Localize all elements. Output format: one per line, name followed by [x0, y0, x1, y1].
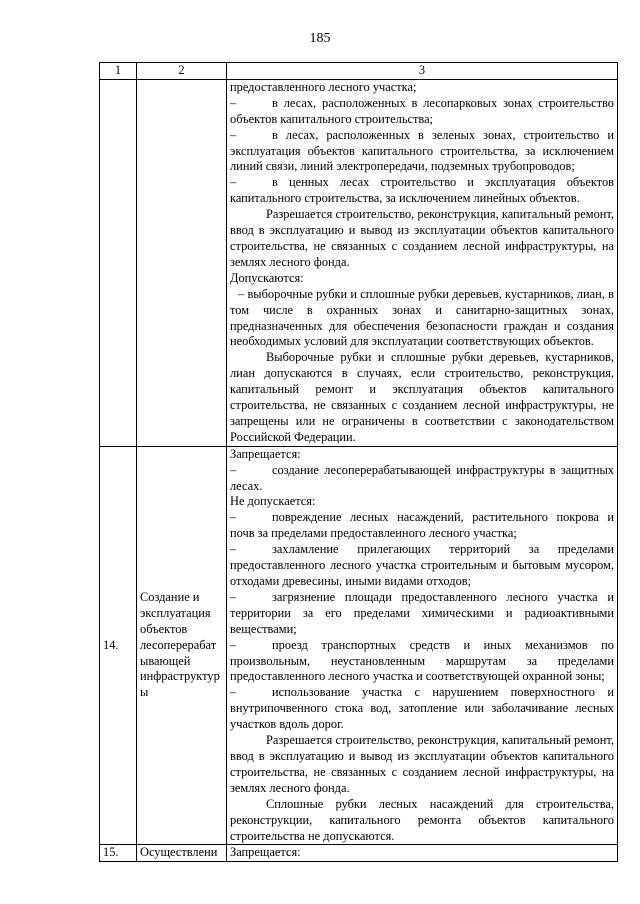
dash-marker: –: [230, 637, 237, 652]
row-text-cell: [227, 79, 618, 446]
list-item: [230, 463, 614, 495]
paragraph: Разрешается строительство, реконструкция, капитальный ремонт, ввод в эксплуатацию и вывод из эксплуатации объектов капитального строительства, не связанных с созданием лесной инфраструктуры, на землях лесного фонда.: [230, 207, 614, 269]
dash-marker: –: [230, 685, 237, 700]
dash-marker: –: [230, 462, 237, 477]
list-item-text: использование участка с нарушением поверхностного и внутрипочвенного стока вод, затопление или заболачивание лесных участков вдоль дорог.: [230, 685, 614, 732]
dash-marker: –: [230, 589, 237, 604]
page-number: 185: [309, 31, 331, 46]
regulation-table: [99, 62, 618, 862]
list-item-text: захламление прилегающих территорий за пределами предоставленного лесного участка строительным и бытовым мусором, отходами древесины, иными видами отходов;: [230, 542, 614, 588]
dash-marker: –: [230, 95, 237, 110]
row-number-cell: 15.: [100, 845, 137, 862]
row-number-cell: [100, 79, 137, 446]
row-name-cell: Создание и эксплуатация объектов лесоперерабат ывающей инфраструктур ы: [137, 446, 227, 845]
list-item: [230, 175, 614, 207]
list-item-text: загрязнение площади предоставленного лесного участка и территории за его пределами химическими и радиоактивными веществами;: [230, 589, 614, 636]
row-number-cell: 14.: [100, 446, 137, 845]
paragraph: Разрешается строительство, реконструкция, капитальный ремонт, ввод в эксплуатацию и вывод из эксплуатации объектов капитального строительства, не связанных с созданием лесной инфраструктуры, на землях лесного фонда.: [230, 733, 614, 795]
section-label: предоставленного лесного участка;: [230, 79, 417, 94]
list-item-text: создание лесоперерабатывающей инфраструктуры в защитных лесах.: [230, 462, 614, 493]
list-item: [230, 510, 614, 542]
list-item: [230, 685, 614, 733]
dash-marker: –: [230, 127, 237, 142]
row-text-cell: Запрещается:: [227, 845, 618, 862]
section-label: Допускаются:: [230, 270, 304, 285]
list-item-text: в лесах, расположенных в зеленых зонах, строительство и эксплуатация объектов капитального строительства, за исключением линий связи, линий электропередачи, подземных трубопроводов;: [230, 127, 614, 174]
list-item: [230, 128, 614, 176]
list-item: [230, 590, 614, 638]
section-label: Не допускается:: [230, 494, 316, 509]
paragraph: Выборочные рубки и сплошные рубки деревьев, кустарников, лиан допускаются в случаях, если строительство, реконструкция, капитальный ремонт и эксплуатация объектов капитального строительства, не связанных с созданием лесной инфраструктуры, не запрещены или не ограничены в соответствии с законодательством Российской Федерации.: [230, 350, 614, 444]
header-col-1: 1: [100, 63, 137, 80]
dash-marker: –: [230, 175, 237, 190]
header-col-2: 2: [137, 63, 227, 80]
row-name-cell: [137, 79, 227, 446]
dash-marker: –: [230, 542, 237, 557]
list-item: [230, 542, 614, 590]
section-label: Запрещается:: [230, 446, 301, 461]
header-col-3: 3: [227, 63, 618, 80]
list-item-text: проезд транспортных средств и иных механизмов по произвольным, неустановленным маршрутам за пределами предоставленного лесного участка и соответствующей охранной зоны;: [230, 637, 614, 684]
paragraph: Сплошные рубки лесных насаждений для строительства, реконструкции, капитального ремонта объектов капитального строительства не допускаются.: [230, 796, 614, 843]
list-item-text: повреждение лесных насаждений, растительного покрова и почв за пределами предоставленного лесного участка;: [230, 510, 614, 541]
list-item-text: в лесах, расположенных в лесопарковых зонах строительство объектов капитального строительства;: [230, 95, 614, 126]
table-row-14: [100, 446, 618, 845]
list-item: [230, 96, 614, 128]
list-item-text: в ценных лесах строительство и эксплуатация объектов капитального строительства, за исключением линейных объектов.: [230, 175, 614, 206]
table-header-row: [100, 63, 618, 80]
list-item: [230, 638, 614, 686]
row-text-cell: [227, 446, 618, 845]
paragraph: – выборочные рубки и сплошные рубки деревьев, кустарников, лиан, в том числе в охранных зонах и санитарно-защитных зонах, предназначенных для обеспечения безопасности граждан и создания необходимых условий для эксплуатации соответствующих объектов.: [230, 286, 614, 349]
table-row-15: [100, 845, 618, 862]
dash-marker: –: [230, 510, 237, 525]
row-name-cell: Осуществлени: [137, 845, 227, 862]
table-row-continuation: [100, 79, 618, 446]
